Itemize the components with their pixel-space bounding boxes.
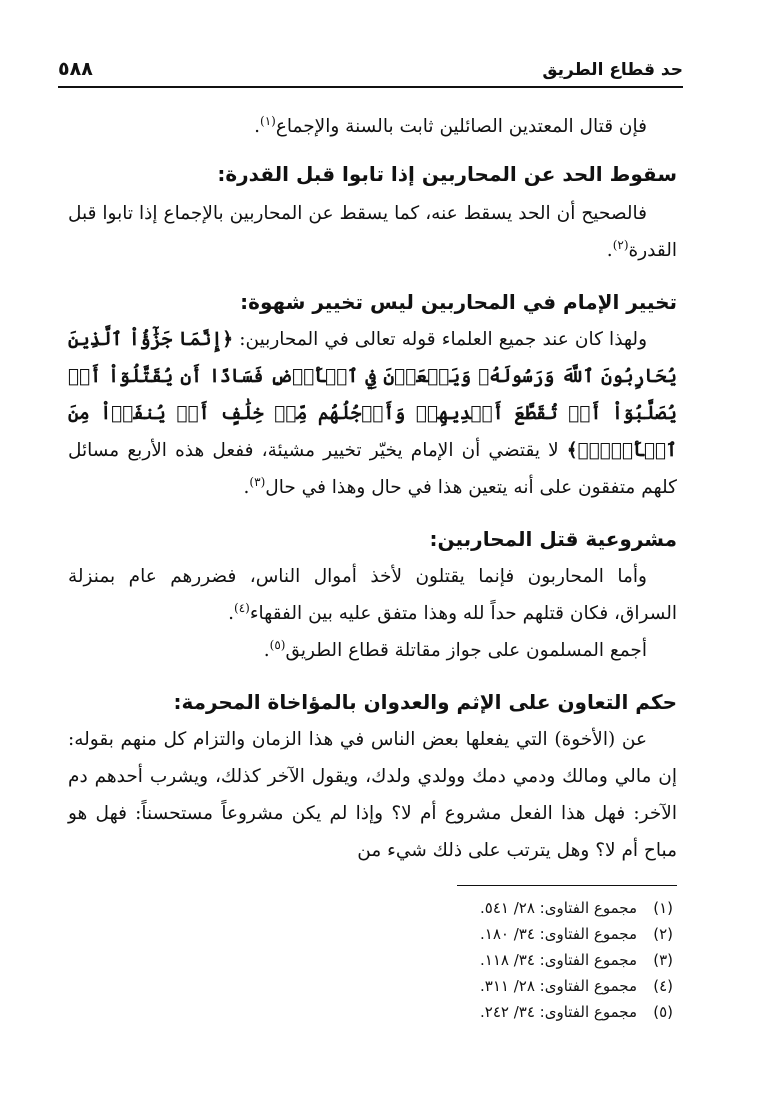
paragraph-4-text: وأما المحاربون فإنما يقتلون لأخذ أموال الناس، فضررهم عام بمنزلة السراق، فكان قتلهم حداً لله وهذا متفق عليه بين الفقهاء [68, 566, 677, 624]
footnote-number: (٤) [653, 977, 673, 995]
section-heading-2: تخيير الإمام في المحاربين ليس تخيير شهوة: [240, 290, 677, 314]
footnote-text: مجموع الفتاوى: ٢٨/ ٣١١. [480, 977, 637, 995]
section-heading-1: سقوط الحد عن المحاربين إذا تابوا قبل القدرة: [217, 162, 677, 186]
paragraph-3-end: . [243, 477, 250, 498]
section-heading-3: مشروعية قتل المحاربين: [429, 527, 677, 551]
paragraph-5 [68, 632, 677, 669]
paragraph-5-text: أجمع المسلمون على جواز مقاتلة قطاع الطريق [285, 640, 647, 661]
paragraph-2-end: . [606, 240, 613, 261]
paragraph-3 [68, 321, 677, 506]
paragraph-1 [68, 108, 677, 145]
quran-verse: ﴿إِنَّمَا جَزَٰٓؤُاْ ٱلَّذِينَ يُحَارِبُونَ ٱللَّهَ وَرَسُولَهُۥ وَيَسۡعَوۡنَ فِي ٱلۡأَرۡضِ فَسَادًا أَن يُقَتَّلُوٓاْ أَوۡ يُصَلَّبُوٓاْ أَوۡ تُقَطَّعَ أَيۡدِيهِمۡ وَأَرۡجُلُهُم مِّنۡ خِلَٰفٍ أَوۡ يُنفَوۡاْ مِنَ ٱلۡأَرۡضِۚ﴾ [68, 329, 677, 461]
paragraph-3-lead: ولهذا كان عند جميع العلماء قوله تعالى في المحاربين: [239, 329, 647, 350]
footnote-1 [273, 895, 673, 921]
running-header [58, 52, 683, 88]
footnote-3 [273, 947, 673, 973]
main-text [68, 108, 677, 869]
section-heading-4: حكم التعاون على الإثم والعدوان بالمؤاخاة المحرمة: [173, 690, 677, 714]
footnote-ref-5: (٥) [269, 637, 286, 652]
paragraph-2-text: فالصحيح أن الحد يسقط عنه، كما يسقط عن المحاربين بالإجماع إذا تابوا قبل القدرة [68, 203, 677, 261]
footnote-ref-3: (٣) [249, 474, 266, 489]
footnote-5 [273, 999, 673, 1025]
paragraph-6 [68, 721, 677, 869]
footnote-ref-1: (١) [260, 113, 276, 128]
footnote-ref-2: (٢) [612, 237, 629, 252]
paragraph-6-text: عن (الأخوة) التي يفعلها بعض الناس في هذا الزمان والتزام كل منهم بقوله: إن مالي ومالك ودمي دمك وولدي ولدك، ويقول الآخر كذلك، ويشرب أحدهم دم الآخر: فهل هذا الفعل مشروع أم لا؟ وإذا لم يكن مشروعاً مستحسناً: فهل هو مباح أم لا؟ وهل يترتب على ذلك شيء من [68, 729, 677, 861]
footnote-number: (٣) [653, 951, 673, 969]
paragraph-2 [68, 195, 677, 269]
footnote-text: مجموع الفتاوى: ٣٤/ ١٨٠. [480, 925, 637, 943]
paragraph-5-end: . [263, 640, 270, 661]
footnote-text: مجموع الفتاوى: ٢٨/ ٥٤١. [480, 899, 637, 917]
footnote-separator [457, 885, 677, 886]
footnotes [273, 895, 673, 1025]
footnote-text: مجموع الفتاوى: ٣٤/ ١١٨. [480, 951, 637, 969]
footnote-ref-4: (٤) [234, 600, 250, 615]
paragraph-3-tail: لا يقتضي أن الإمام يخيّر تخيير مشيئة، ففعل هذه الأربع مسائل كلهم متفقون على أنه يتعين هذا في حال وهذا في حال [68, 440, 677, 498]
paragraph-4 [68, 558, 677, 632]
paragraph-1-text: فإن قتال المعتدين الصائلين ثابت بالسنة والإجماع [275, 116, 647, 137]
footnote-number: (٥) [653, 1003, 673, 1021]
paragraph-1-end: . [254, 116, 261, 137]
page-number: ٥٨٨ [58, 58, 93, 80]
footnote-text: مجموع الفتاوى: ٣٤/ ٢٤٢. [480, 1003, 637, 1021]
footnote-4 [273, 973, 673, 999]
footnote-number: (١) [653, 899, 673, 917]
paragraph-4-end: . [228, 603, 234, 624]
footnote-2 [273, 921, 673, 947]
running-header-title: حد قطاع الطريق [542, 60, 683, 80]
footnote-number: (٢) [653, 925, 673, 943]
